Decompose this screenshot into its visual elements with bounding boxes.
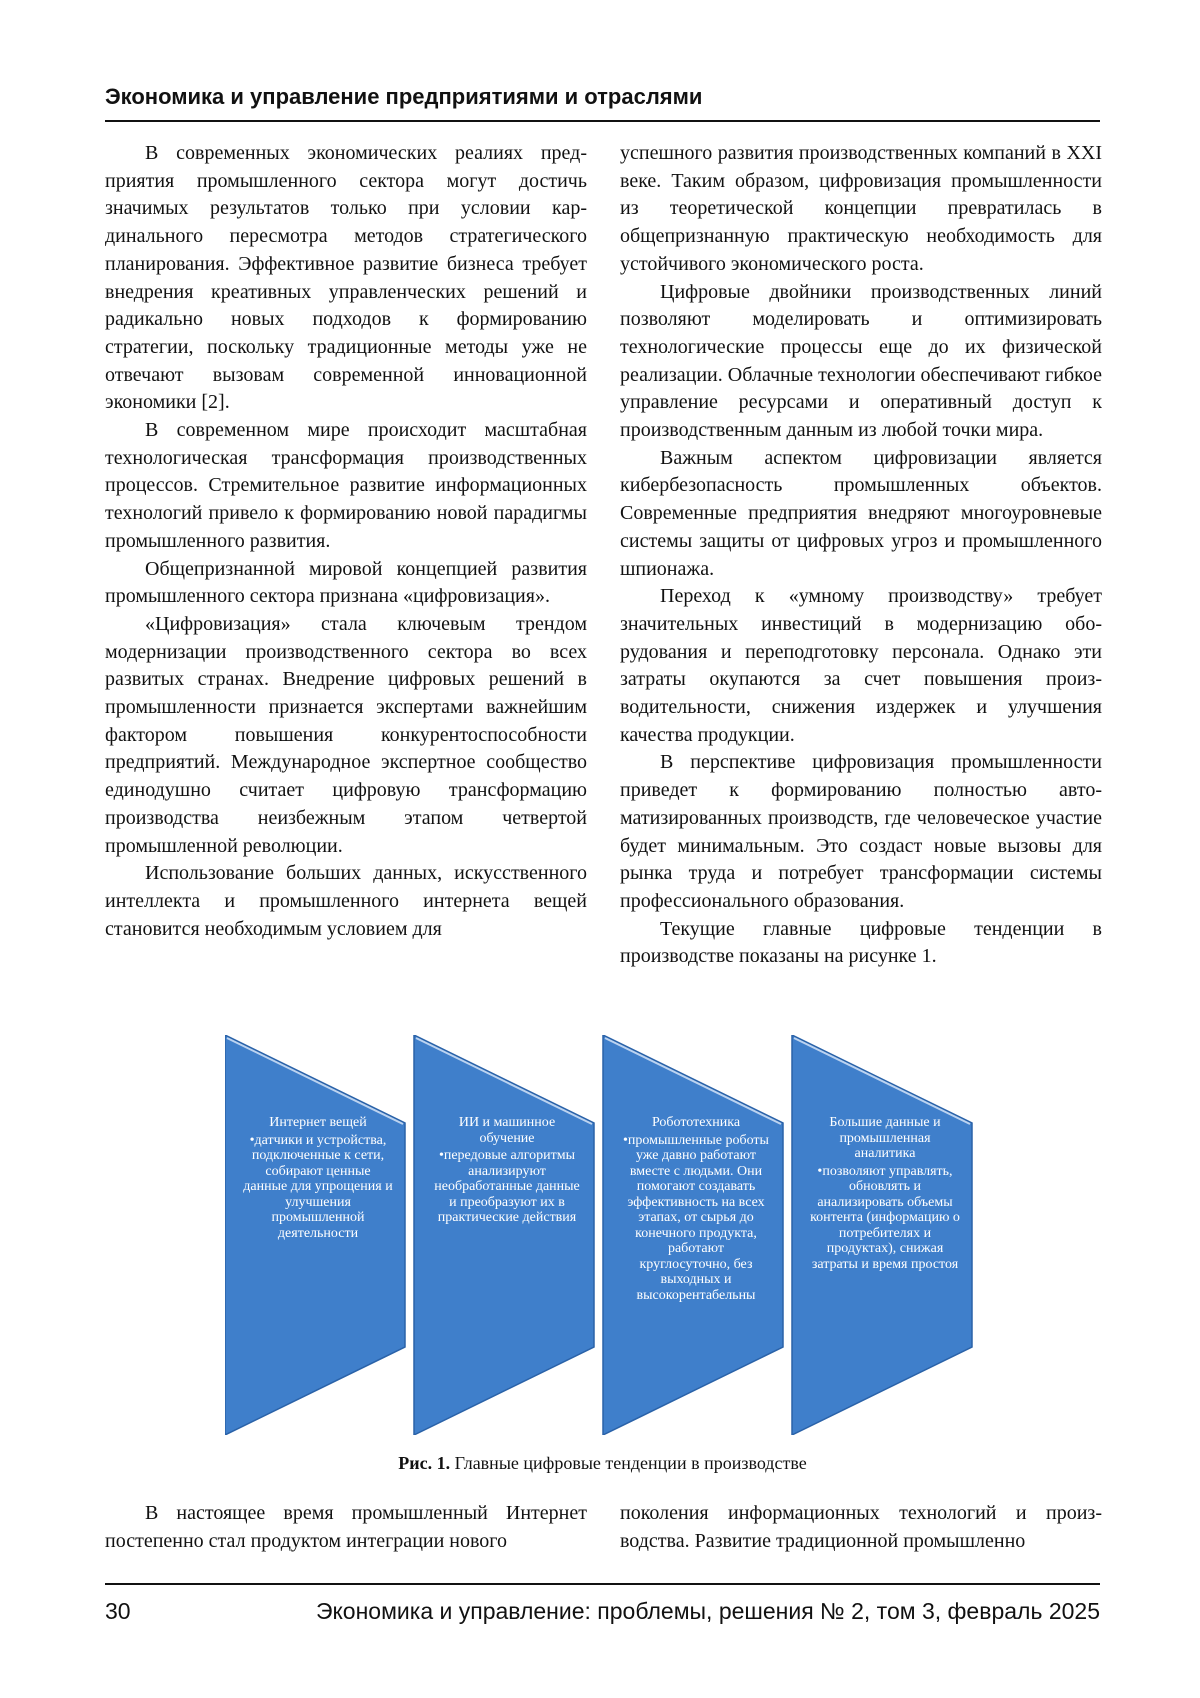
figure-caption bbox=[105, 1453, 1100, 1474]
paragraph: поколения информационных технологий и производства. Развитие традиционной промышленно bbox=[620, 1502, 1102, 1552]
paragraph: успешного развития производственных компаний в XXI веке. Таким образом, цифровизация промышленности из теоретической концепции превратилась в общепризнанную практическую необходимость для устойчивого экономического роста. bbox=[620, 142, 1102, 275]
trend-robotics bbox=[621, 1115, 771, 1303]
trend-body: •промышленные роботы уже давно работают вместе с людьми. Они помогают создавать эффективность на всех этапах, от сырья до конечного продукта, работают круглосуточно, без выходных и высокорентабельны bbox=[623, 1132, 769, 1303]
trend-title: Интернет вещей bbox=[269, 1115, 367, 1130]
left-column-bottom bbox=[105, 1500, 587, 1555]
caption-label: Рис. 1. bbox=[398, 1453, 451, 1473]
paragraph: Использование больших данных, искусственного интеллекта и промышленного интернета вещей становится необходимым условием для bbox=[105, 862, 587, 940]
page-number: 30 bbox=[105, 1598, 131, 1624]
trend-big-data bbox=[810, 1115, 960, 1272]
chevron-shape bbox=[414, 1035, 594, 1435]
figure-digital-trends bbox=[225, 1035, 985, 1435]
paragraph: Переход к «умному производству» требует значительных инвестиций в модернизацию оборудования и переподготовку персонала. Однако эти затраты окупаются за счет повышения производительности, снижения издержек и улучшения качества продукции. bbox=[620, 585, 1102, 746]
paragraph: В современном мире происходит масштабная технологическая трансформация производственных процессов. Стремительное развитие информационных технологий привело к формированию новой парадигмы промышленного развития. bbox=[105, 419, 587, 552]
journal-info: Экономика и управление: проблемы, решения № 2, том 3, февраль 2025 bbox=[315, 1598, 1100, 1624]
paragraph: Важным аспектом цифровизации является кибербезопасность промышленных объектов. Современные предприятия внедряют многоуровневые системы защиты от цифровых угроз и промышленного шпионажа. bbox=[620, 446, 1102, 580]
footer-rule bbox=[105, 1583, 1100, 1585]
right-column-bottom bbox=[620, 1500, 1102, 1555]
right-column bbox=[620, 140, 1102, 971]
paragraph: «Цифровизация» стала ключевым трендом модернизации производственного сектора во всех развитых странах. Внедрение цифровых решений в промышленности признается экспертами важнейшим фактором повышения конкурентоспособности предприятий. Международное экспертное сообщество единодушно считает цифровую трансформацию производства неизбежным этапом четвертой промышленной революции. bbox=[105, 612, 587, 857]
paragraph: Общепризнанной мировой концепцией развития промышленного сектора признана «цифровизация». bbox=[105, 557, 587, 608]
trend-body: •датчики и устройства, подключенные к сети, собирают ценные данные для упрощения и улучшения промышленной деятельности bbox=[243, 1132, 393, 1241]
left-column bbox=[105, 140, 587, 943]
trend-title: Большие данные и промышленная аналитика bbox=[829, 1115, 941, 1161]
paragraph: Текущие главные цифровые тенденции в производстве показаны на рисунке 1. bbox=[620, 917, 1102, 968]
trend-title: Робототехника bbox=[651, 1115, 741, 1130]
running-head: Экономика и управление предприятиями и отраслями bbox=[105, 84, 703, 109]
paragraph: В настоящее время промышленный Интернет постепенно стал продуктом интеграции нового bbox=[105, 1502, 587, 1552]
trend-body: •передовые алгоритмы анализируют необработанные данные и преобразуют их в практические действия bbox=[434, 1148, 580, 1225]
trend-title: ИИ и машинное обучение bbox=[458, 1115, 556, 1146]
footer bbox=[105, 1598, 1100, 1632]
trend-iot bbox=[243, 1115, 393, 1241]
header-rule bbox=[105, 120, 1100, 122]
paragraph: В современных экономических реалиях предприятия промышленного сектора могут достичь значимых результатов только при условии кардинального пересмотра методов стратегического планирования. Эффективное развитие бизнеса требует внедрения креативных управленческих решений и радикально новых подходов к формированию стратегии, поскольку традиционные методы уже не отвечают вызовам современной инновационной экономики [2]. bbox=[105, 142, 587, 414]
paragraph: Цифровые двойники производственных линий позволяют моделировать и оптимизировать технологические процессы еще до их физической реализации. Облачные технологии обеспечивают гибкое управление ресурсами и оперативный доступ к производственным данным из любой точки мира. bbox=[620, 280, 1102, 442]
trend-ai-ml bbox=[432, 1115, 582, 1226]
paragraph: В перспективе цифровизация промышленности приведет к формированию полностью автоматизированных производств, где человеческое участие будет минимальным. Это создаст новые вызовы для рынка труда и потребует трансформации системы профессионального образования. bbox=[620, 751, 1102, 912]
trend-body: •позволяют управлять, обновлять и анализировать объемы контента (информацию о потребителях и продуктах), снижая затраты и время простоя bbox=[810, 1163, 960, 1272]
caption-text: Главные цифровые тенденции в производстве bbox=[450, 1453, 807, 1473]
